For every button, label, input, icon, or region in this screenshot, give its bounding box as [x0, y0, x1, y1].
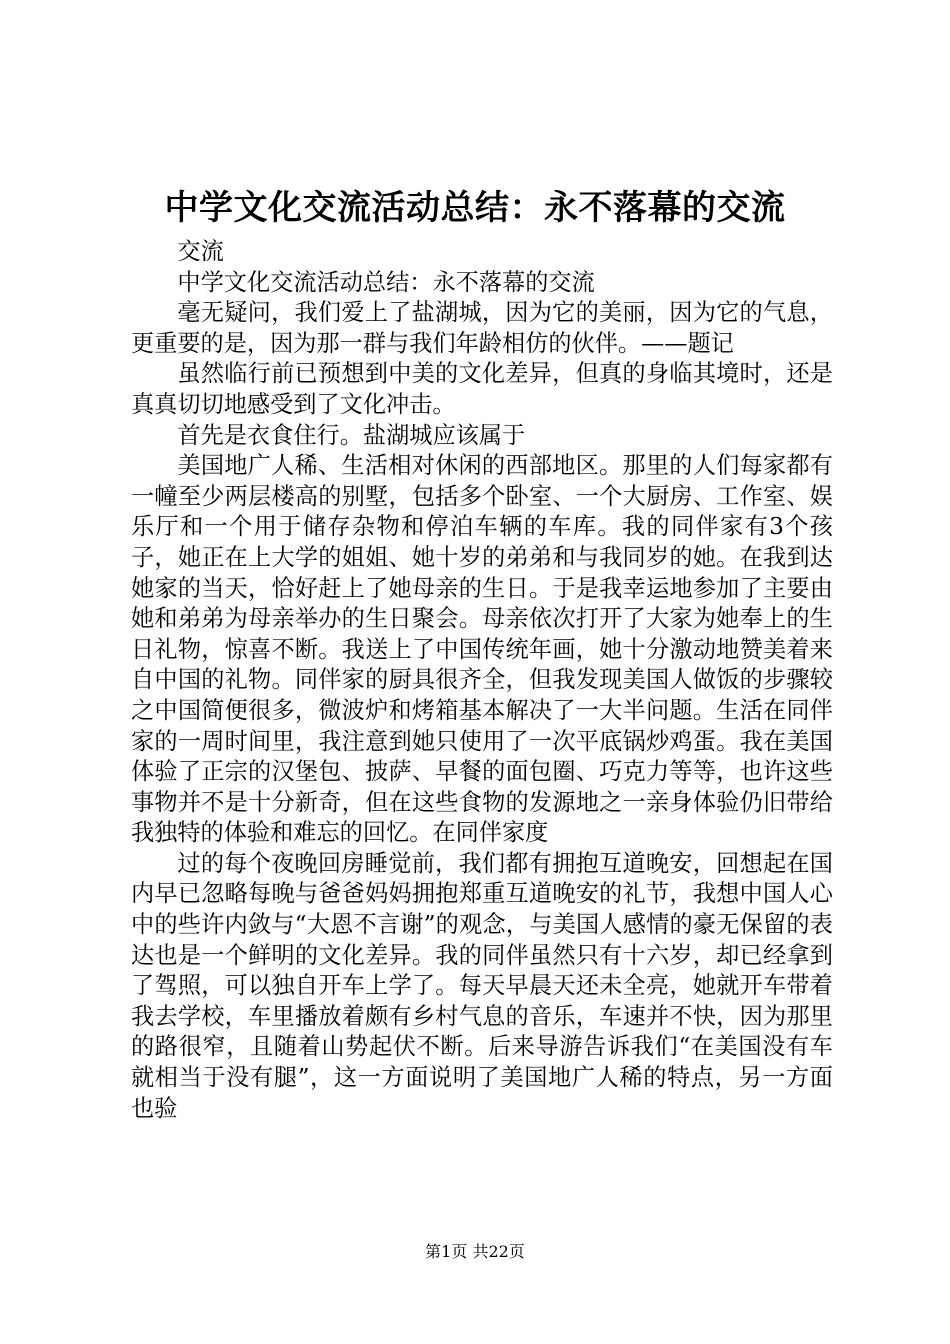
- paragraph: 中学文化交流活动总结：永不落幕的交流: [177, 268, 595, 296]
- paragraph: 过的每个夜晚回房睡觉前，我们都有拥抱互道晚安，回想起在国内早已忽略每晚与爸爸妈妈拥抱郑重互道晚安的礼节，我想中国人心中的些许内敛与“大恩不言谢”的观念，与美国人感情的豪无保留的表达也是一个鲜明的文化差异。我的同伴虽然只有十六岁，却已经拿到了驾照，可以独自开车上学了。每天早晨天还未全亮，她就开车带着我去学校，车里播放着颇有乡村气息的音乐，车速并不快，因为那里的路很窄，且随着山势起伏不断。后来导游告诉我们“在美国没有车就相当于没有腿”，这一方面说明了美国地广人稀的特点，另一方面也验: [131, 849, 833, 1122]
- paragraph: 交流: [177, 238, 224, 265]
- paragraph: 虽然临行前已预想到中美的文化差异，但真的身临其境时，还是真真切切地感受到了文化冲击。: [131, 360, 833, 418]
- paragraph: 毫无疑问，我们爱上了盐湖城，因为它的美丽，因为它的气息，更重要的是，因为那一群与我们年龄相仿的伙伴。——题记: [131, 299, 833, 357]
- document-title: 中学文化交流活动总结：永不落幕的交流: [164, 188, 786, 228]
- document-body: [131, 237, 833, 1124]
- paragraph: 首先是衣食住行。盐湖城应该属于: [177, 421, 526, 449]
- page-number-footer: 第1页 共22页: [425, 1242, 525, 1261]
- paragraph: 美国地广人稀、生活相对休闲的西部地区。那里的人们每家都有一幢至少两层楼高的别墅，包括多个卧室、一个大厨房、工作室、娱乐厅和一个用于储存杂物和停泊车辆的车库。我的同伴家有3个孩子，她正在上大学的姐姐、她十岁的弟弟和与我同岁的她。在我到达她家的当天，恰好赶上了她母亲的生日。于是我幸运地参加了主要由她和弟弟为母亲举办的生日聚会。母亲依次打开了大家为她奉上的生日礼物，惊喜不断。我送上了中国传统年画，她十分激动地赞美着来自中国的礼物。同伴家的厨具很齐全，但我发现美国人做饭的步骤较之中国简便很多，微波炉和烤箱基本解决了一大半问题。生活在同伴家的一周时间里，我注意到她只使用了一次平底锅炒鸡蛋。我在美国体验了正宗的汉堡包、披萨、早餐的面包圈、巧克力等等，也许这些事物并不是十分新奇，但在这些食物的发源地之一亲身体验仍旧带给我独特的体验和难忘的回忆。在同伴家度: [131, 452, 833, 847]
